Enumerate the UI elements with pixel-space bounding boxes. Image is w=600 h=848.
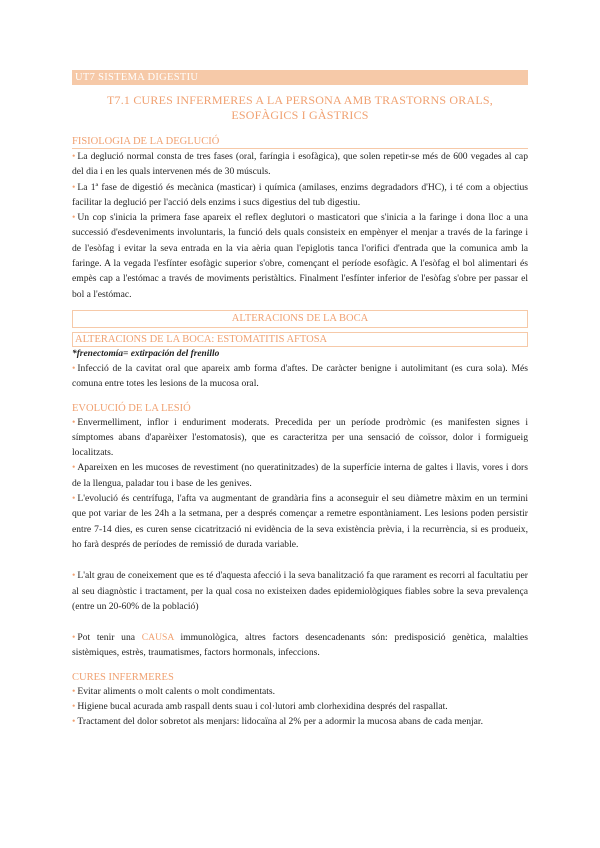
bullet-icon: •: [72, 716, 76, 728]
paragraph: • L'alt grau de coneixement que es té d'aquesta afecció i la seva banalització fa que rarament es recorri al facultatiu per al seu diagnòstic i tractament, per la qual cosa no existeixen dades epidemiològiques fiables sobre la seva prevalença (entre un 20-60% de la població): [72, 570, 528, 612]
bullet-icon: •: [72, 570, 76, 582]
section-heading-cures: CURES INFERMERES: [72, 671, 174, 683]
list-item: • Tractament del dolor sobretot als menjars: lidocaïna al 2% per a adormir la mucosa abans de cada menjar.: [72, 716, 483, 728]
bullet-icon: •: [72, 632, 76, 644]
paragraph: • La 1ª fase de digestió és mecànica (masticar) i química (amilases, enzims degradadors d'HC), i té com a objectius facilitar la deglució per l'acció dels enzims i sucs digestius del tub digestiu.: [72, 181, 528, 208]
paragraph: • Pot tenir una CAUSA immunològica, altres factors desencadenants són: predisposició genètica, malalties sistèmiques, estrès, traumatismes, factors hormonals, infeccions.: [72, 632, 528, 659]
paragraph: • La deglució normal consta de tres fases (oral, faríngia i esofàgica), que solen repetir-se més de 600 vegades al cap del dia i en les quals intervenen més de 30 músculs.: [72, 151, 528, 178]
section-heading-fisiologia: FISIOLOGIA DE LA DEGLUCIÓ: [72, 136, 528, 149]
paragraph: • Envermelliment, inflor i enduriment moderats. Precedida per un període prodròmic (es manifesten signes i símptomes abans d'aparèixer l'estomatosis), que es caracteritza per una sensació de coïssor, dolor i formigueig localitzats.: [72, 416, 528, 459]
causa-highlight: CAUSA: [141, 632, 174, 644]
bullet-icon: •: [72, 701, 76, 713]
bullet-icon: •: [72, 685, 76, 697]
subheading-estomatitis: ALTERACIONS DE LA BOCA: ESTOMATITIS AFTOSA: [72, 332, 528, 347]
paragraph: • Apareixen en les mucoses de revestiment (no queratinitzades) de la superfície interna de galtes i llavis, vores i dors de la llengua, paladar tou i base de les genives.: [72, 462, 528, 489]
document-title: [72, 93, 528, 123]
list-item: • Evitar aliments o molt calents o molt condimentats.: [72, 685, 276, 697]
document-page: [72, 70, 528, 730]
bullet-icon: •: [72, 181, 76, 193]
list-item: • Higiene bucal acurada amb raspall dents suau i col·lutori amb clorhexidina després del raspallat.: [72, 701, 448, 713]
paragraph: • Infecció de la cavitat oral que apareix amb forma d'aftes. De caràcter benigne i autolimitant (es cura sola). Més comuna entre totes les lesions de la mucosa oral.: [72, 362, 528, 390]
bullet-icon: •: [72, 212, 76, 224]
note-frenectomia: *frenectomía= extirpación del frenillo: [72, 348, 220, 359]
bullet-icon: •: [72, 416, 76, 428]
bullet-icon: •: [72, 151, 76, 162]
section-heading-alteracions: ALTERACIONS DE LA BOCA: [72, 310, 528, 328]
paragraph: • L'evolució és centrífuga, l'afta va augmentant de grandària fins a aconseguir el seu diàmetre màxim en un termini que pot variar de les 24h a la setmana, per a després començar a remetre espontàniament. Les lesions poden persistir entre 7-14 dies, es curen sense cicatrització ni evidència de la seva existència prèvia, i la recurrència, si es produeix, ho farà després de períodes de remissió de durada variable.: [72, 493, 528, 550]
document-title-line-1: T7.1 CURES INFERMERES A LA PERSONA AMB TRASTORNS ORALS,: [107, 93, 493, 107]
bullet-icon: •: [72, 362, 76, 374]
document-title-line-2: ESOFÀGICS I GÀSTRICS: [231, 108, 369, 122]
bullet-icon: •: [72, 462, 76, 474]
paragraph: • Un cop s'inicia la primera fase apareix el reflex deglutori o masticatori que s'inicia a la faringe i dona lloc a una successió d'esdeveniments involuntaris, la funció dels quals consisteix en empènyer el menjar a través de la faringe i de l'esòfag i evitar la seva entrada en la via aèria quan l'epiglotis tanca l'orifici d'entrada que la comunica amb la faringe. A la vegada l'esfínter esofàgic superior s'obre, començant el període esofàgic. A l'esòfag el bol alimentari és empès cap a l'estómac a través de moviments peristàltics. Finalment l'esfínter inferior de l'esòfag s'obre per passar el bol a l'estómac.: [72, 212, 528, 300]
unit-title-bar: UT7 SISTEMA DIGESTIU: [72, 70, 528, 85]
section-heading-evolucio: EVOLUCIÓ DE LA LESIÓ: [72, 402, 191, 414]
bullet-icon: •: [72, 493, 76, 505]
